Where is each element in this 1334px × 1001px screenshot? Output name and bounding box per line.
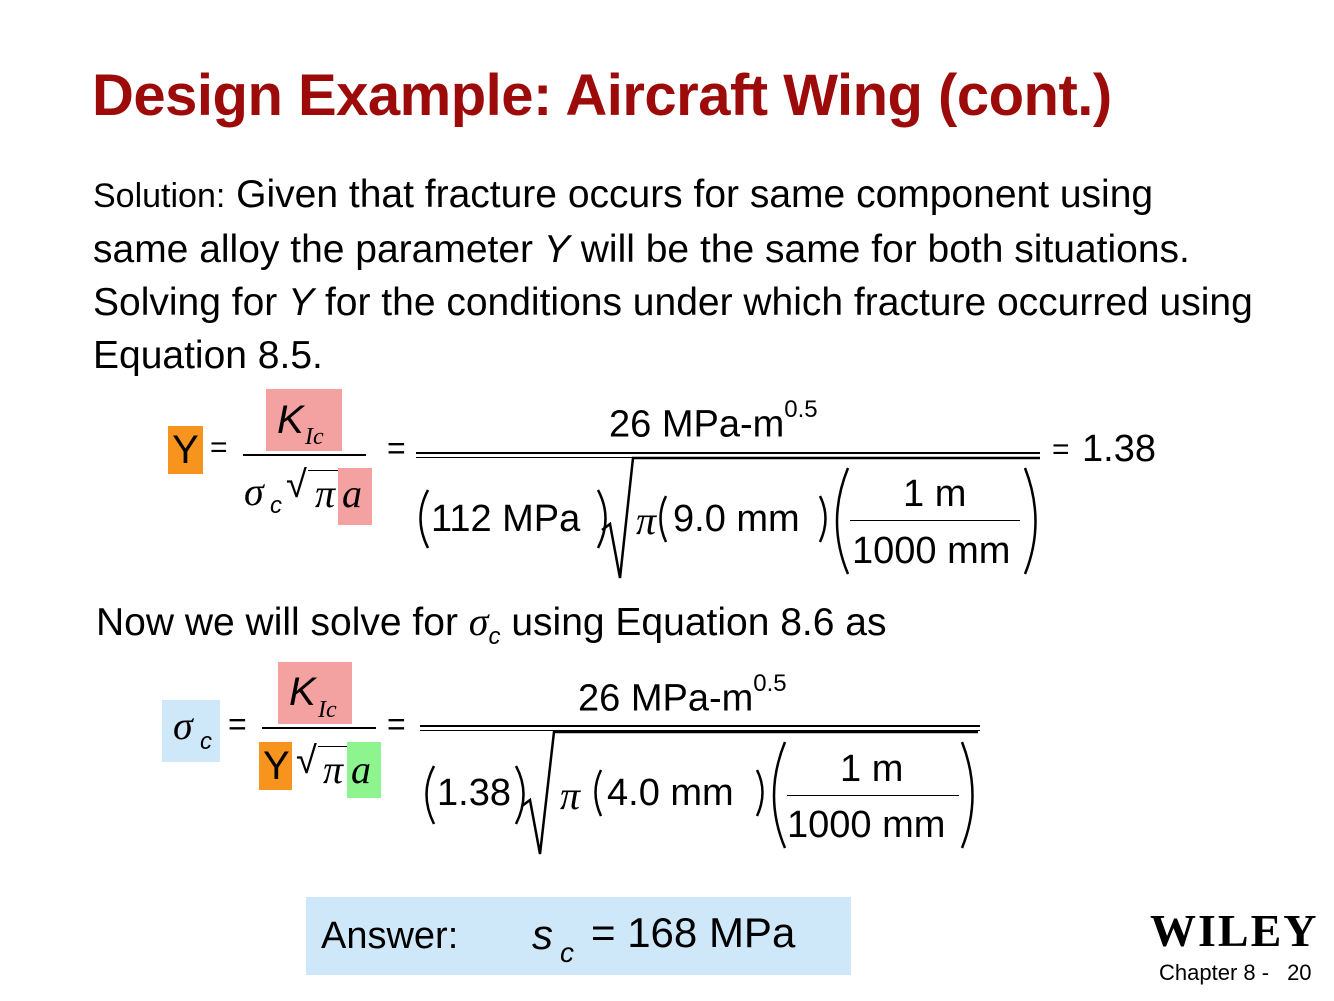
- eq2-k: K: [289, 670, 316, 714]
- slide-title: Design Example: Aircraft Wing (cont.): [92, 63, 1112, 128]
- solution-label: Solution:: [93, 177, 226, 215]
- eq2-sigma: σ: [173, 703, 193, 748]
- eq2-a: a: [351, 747, 371, 792]
- answer-symbol-sub: c: [560, 937, 574, 968]
- eq1-conv-num: 1 m: [903, 473, 967, 515]
- eq2-equals-2: =: [387, 706, 406, 742]
- eq1-y: Y: [168, 426, 203, 474]
- eq2-sqrt: √: [296, 740, 317, 782]
- intro-text-3: for the conditions under which fracture occurred using Equation 8.5.: [93, 281, 1253, 377]
- eq2-y: Y: [263, 744, 290, 788]
- answer-value: = 168 MPa: [591, 909, 796, 956]
- eq2-sigma-sub: c: [200, 728, 212, 755]
- eq1-equals-1: =: [210, 431, 228, 464]
- eq2-conv-den: 1000 mm: [787, 804, 946, 846]
- eq1-ic: Ic: [305, 424, 324, 450]
- eq1-equals-2: =: [387, 430, 406, 466]
- footer-chapter: Chapter 8 - 20: [1159, 960, 1312, 985]
- footer-page: 20: [1287, 960, 1312, 985]
- eq1-sigma: σ: [244, 469, 264, 514]
- intro-text-1: Given that fracture occurs for same component using same alloy the parameter: [93, 173, 1154, 271]
- answer-label: Answer:: [321, 915, 459, 957]
- eq1-sigma-sub: c: [270, 492, 282, 519]
- eq1-result: 1.38: [1082, 428, 1156, 470]
- eq1-equals-3: =: [1052, 433, 1070, 466]
- intro-text-2: will be the same for both situations. Solving for: [93, 228, 1190, 324]
- eq1-k: K: [277, 398, 304, 442]
- intro-y-2: Y: [288, 281, 315, 324]
- eq1-den-stress: 112 MPa: [431, 498, 581, 540]
- eq1-pi: π: [315, 471, 336, 516]
- wiley-logo: WILEY: [1150, 905, 1319, 956]
- eq2-conv-bar: [787, 795, 959, 796]
- eq2-equals-1: =: [228, 706, 247, 742]
- eq1-conv-den: 1000 mm: [852, 530, 1011, 572]
- intro-y-1: Y: [543, 228, 570, 271]
- eq1-a: a: [342, 471, 362, 516]
- eq2-pi: π: [323, 747, 344, 792]
- eq1-sqrt: √: [286, 464, 307, 506]
- eq1-numerator: 26 MPa-$m^{0.5}$: [609, 396, 818, 446]
- eq1-den-length: 9.0 mm: [673, 498, 800, 540]
- mid-sentence: Now we will solve for $\sigma_c$ using Equation 8.6 as: [96, 599, 887, 650]
- eq2-numerator: 26 MPa-$m^{0.5}$: [578, 670, 787, 720]
- eq2-den-y: 1.38: [437, 772, 511, 814]
- eq2-den-length: 4.0 mm: [607, 772, 734, 814]
- eq2-conv-num: 1 m: [840, 748, 904, 790]
- eq2-den-pi: π: [560, 773, 581, 818]
- eq1-den-pi: π: [636, 498, 657, 543]
- eq2-ic: Ic: [318, 697, 337, 723]
- answer-symbol: s: [532, 911, 553, 958]
- answer-box: [306, 897, 851, 975]
